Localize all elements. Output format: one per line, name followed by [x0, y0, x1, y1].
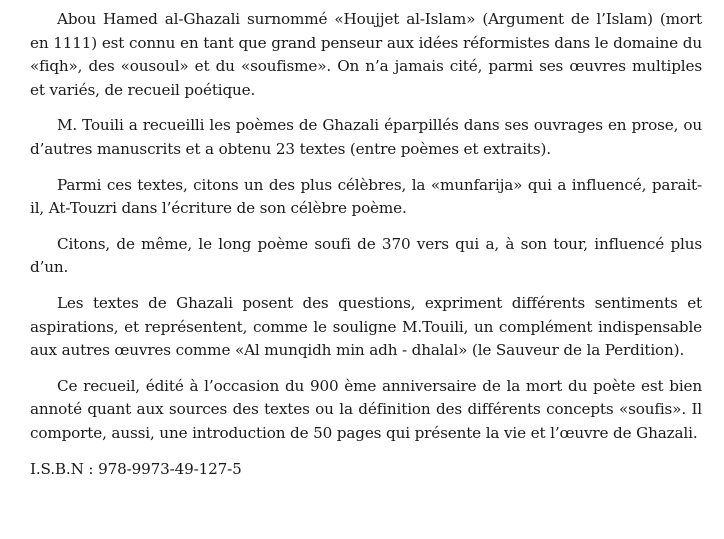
paragraph-munfarija: Parmi ces textes, citons un des plus célèbres, la «munfarija» qui a influencé, parait-il, At-Touzri dans l’écriture de son célèbre poème.	[30, 175, 702, 218]
paragraph-long-poem: Citons, de même, le long poème soufi de 370 vers qui a, à son tour, influencé plus d’un.	[30, 234, 702, 277]
isbn-line: I.S.B.N : 978-9973-49-127-5	[30, 459, 242, 478]
paragraph-edition: Ce recueil, édité à l’occasion du 900 ème anniversaire de la mort du poète est bien annoté quant aux sources des textes ou la définition des différents concepts «soufis». Il comporte, aussi, une introduction de 50 pages qui présente la vie et l’œuvre de Ghazali.	[30, 376, 702, 442]
paragraph-collection: M. Touili a recueilli les poèmes de Ghazali éparpillés dans ses ouvrages en prose, ou d’autres manuscrits et a obtenu 23 textes (entre poèmes et extraits).	[30, 116, 702, 158]
paragraph-themes: Les textes de Ghazali posent des questions, expriment différents sentiments et aspirations, et représentent, comme le souligne M.Touili, un complément indispensable aux autres œuvres comme «Al munqidh min adh - dhalal» (le Sauveur de la Perdition).	[30, 293, 702, 360]
paragraph-intro: Abou Hamed al-Ghazali surnommé «Houjjet al-Islam» (Argument de l’Islam) (mort en 1111) est connu en tant que grand penseur aux idées réformistes dans le domaine du «fiqh», des «ousoul» et du «soufisme». On n’a jamais cité, parmi ses œuvres multiples et variés, de recueil poétique.	[30, 10, 702, 99]
document-body	[30, 8, 702, 481]
